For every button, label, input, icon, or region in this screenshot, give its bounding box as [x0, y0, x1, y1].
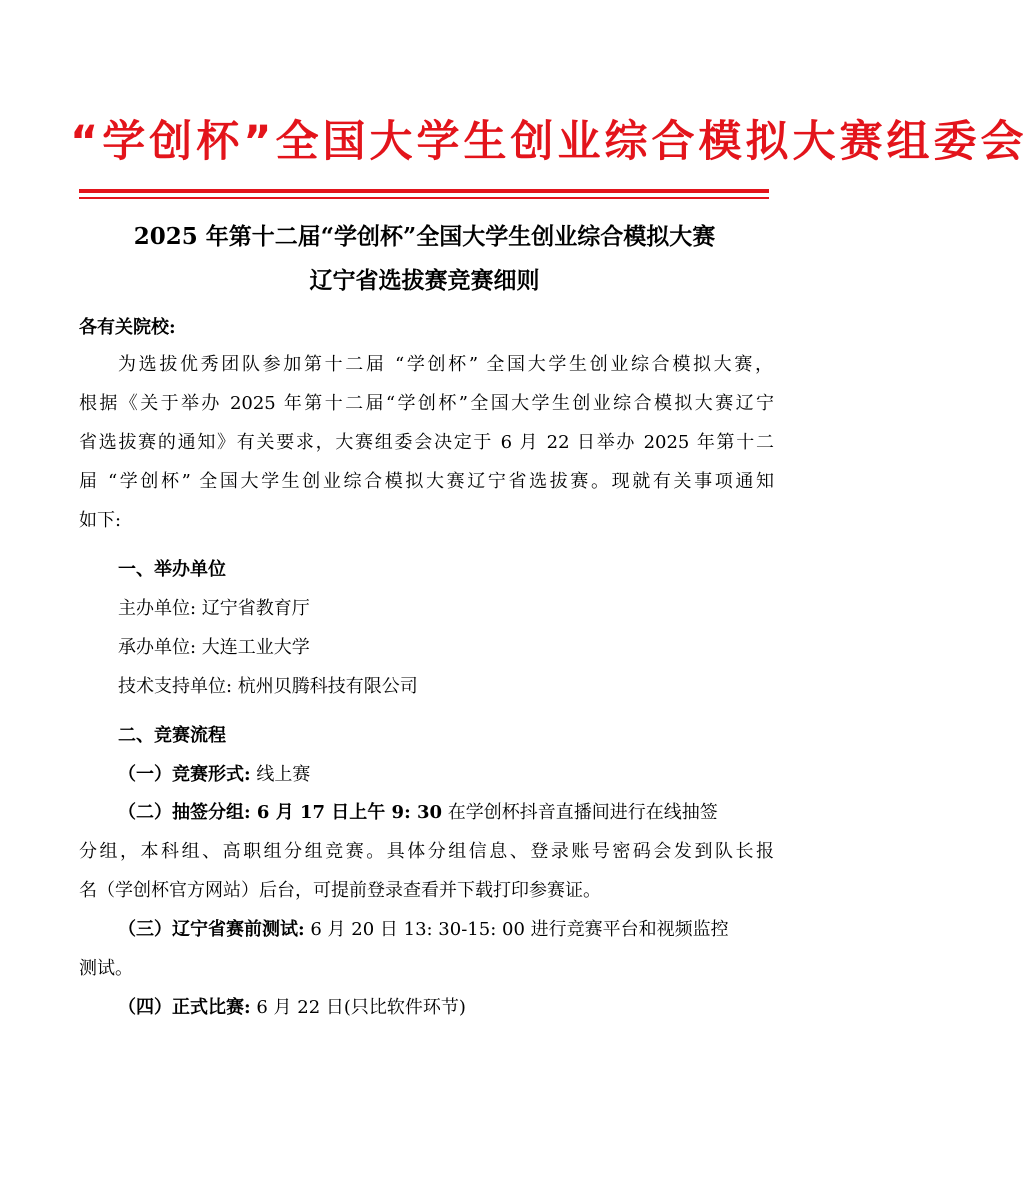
organizer-header-title: “学创杯”全国大学生创业综合模拟大赛组委会 — [70, 117, 1028, 167]
item-1-text: 线上赛 — [250, 764, 311, 785]
section-2-item-2 — [118, 801, 773, 825]
item-4-label: （四）正式比赛: — [118, 997, 251, 1018]
intro-line-4: 届 “学创杯” 全国大学生创业综合模拟大赛辽宁省选拔赛。现就有关事项通知 — [79, 471, 774, 492]
section-1-item-tech-support: 技术支持单位: 杭州贝腾科技有限公司 — [118, 676, 418, 697]
section-1-heading: 一、举办单位 — [118, 559, 226, 580]
intro-line-5: 如下: — [79, 510, 122, 531]
section-1-item-sponsor: 主办单位: 辽宁省教育厅 — [118, 598, 310, 619]
document-title-line-2: 辽宁省选拔赛竞赛细则 — [309, 267, 540, 294]
header-red-rule-thin — [79, 197, 769, 199]
item-4-text: 6 月 22 日(只比软件环节) — [250, 997, 466, 1018]
salutation: 各有关院校: — [79, 317, 176, 338]
intro-line-2: 根据《关于举办 2025 年第十二届“学创杯”全国大学生创业综合模拟大赛辽宁 — [79, 393, 774, 414]
intro-line-1: 为选拔优秀团队参加第十二届 “学创杯” 全国大学生创业综合模拟大赛， — [118, 354, 773, 375]
section-2-item-3 — [118, 918, 773, 942]
item-3-label: （三）辽宁省赛前测试: — [118, 919, 305, 940]
document-title-line-1: 2025 年第十二届“学创杯”全国大学生创业综合模拟大赛 — [133, 223, 716, 250]
item-2-text: 在学创杯抖音直播间进行在线抽签 — [442, 802, 718, 823]
section-2-heading: 二、竞赛流程 — [118, 725, 226, 746]
item-1-label: （一）竞赛形式: — [118, 764, 251, 785]
section-1-item-organizer: 承办单位: 大连工业大学 — [118, 637, 310, 658]
intro-line-3: 省选拔赛的通知》有关要求，大赛组委会决定于 6 月 22 日举办 2025 年第十二 — [79, 432, 774, 453]
header-red-rule-thick — [79, 189, 769, 193]
section-2-item-3-line-2: 测试。 — [79, 958, 133, 979]
section-2-item-2-line-3: 名（学创杯官方网站）后台，可提前登录查看并下载打印参赛证。 — [79, 880, 601, 901]
item-2-label: （二）抽签分组: 6 月 17 日上午 9: 30 — [118, 802, 443, 823]
item-3-text: 6 月 20 日 13: 30-15: 00 进行竞赛平台和视频监控 — [304, 919, 729, 940]
section-2-item-2-line-2: 分组，本科组、高职组分组竞赛。具体分组信息、登录账号密码会发到队长报 — [79, 841, 774, 862]
section-2-item-1 — [118, 763, 813, 787]
section-2-item-4 — [118, 996, 813, 1020]
